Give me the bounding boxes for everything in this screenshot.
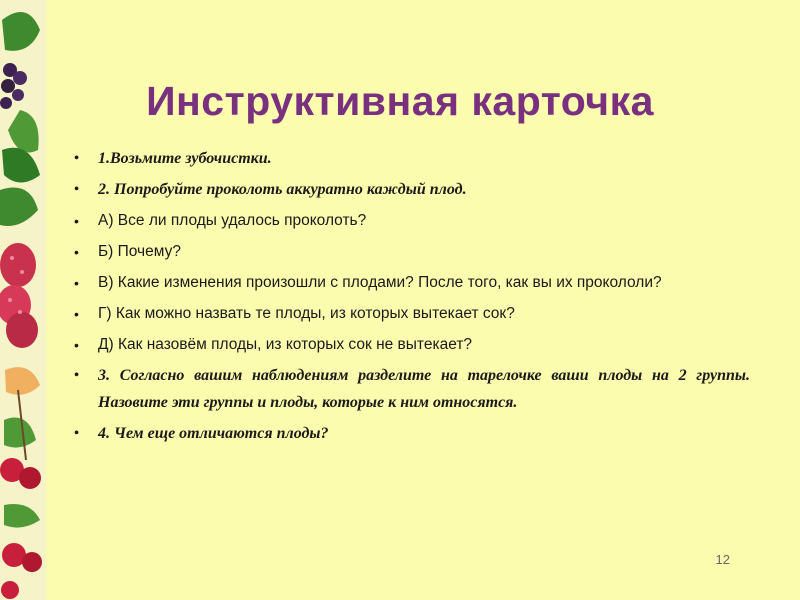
bullet-icon: • xyxy=(74,244,79,260)
list-item-text: В) Какие изменения произошли с плодами? После того, как вы их прокололи? xyxy=(98,274,662,291)
list-item-text: Д) Как назовём плоды, из которых сок не вытекает? xyxy=(98,336,473,353)
bullet-icon: • xyxy=(74,425,79,441)
bullet-icon: • xyxy=(74,306,79,322)
bullet-icon: • xyxy=(74,182,79,197)
list-item-text: 4. Чем еще отличаются плоды? xyxy=(98,424,329,442)
list-item xyxy=(74,363,750,416)
list-item xyxy=(74,239,750,266)
list-item-text: 1.Возьмите зубочистки. xyxy=(98,150,272,167)
slide-title: Инструктивная карточка xyxy=(146,78,654,124)
list-item-text: 3. Согласно вашим наблюдениям разделите на тарелочке ваши плоды на 2 группы. Назовите эти группы и плоды, которые к ним относятся. xyxy=(98,367,750,411)
bullet-icon: • xyxy=(74,337,79,353)
list-item xyxy=(74,270,750,297)
bullet-icon: • xyxy=(74,151,79,166)
instruction-list xyxy=(74,146,750,452)
bullet-icon: • xyxy=(74,213,79,229)
list-item-text: А) Все ли плоды удалось проколоть? xyxy=(98,212,367,229)
list-item xyxy=(74,421,750,448)
bullet-icon: • xyxy=(74,275,79,291)
list-item xyxy=(74,146,750,173)
list-item-text: 2. Попробуйте проколоть аккуратно каждый плод. xyxy=(98,181,467,198)
page-number: 12 xyxy=(715,552,730,567)
list-item xyxy=(74,208,750,235)
list-item xyxy=(74,332,750,359)
list-item xyxy=(74,177,750,204)
list-item-text: Б) Почему? xyxy=(98,243,181,260)
bullet-icon: • xyxy=(74,368,79,383)
list-item-text: Г) Как можно назвать те плоды, из которых вытекает сок? xyxy=(98,305,515,322)
list-item xyxy=(74,301,750,328)
